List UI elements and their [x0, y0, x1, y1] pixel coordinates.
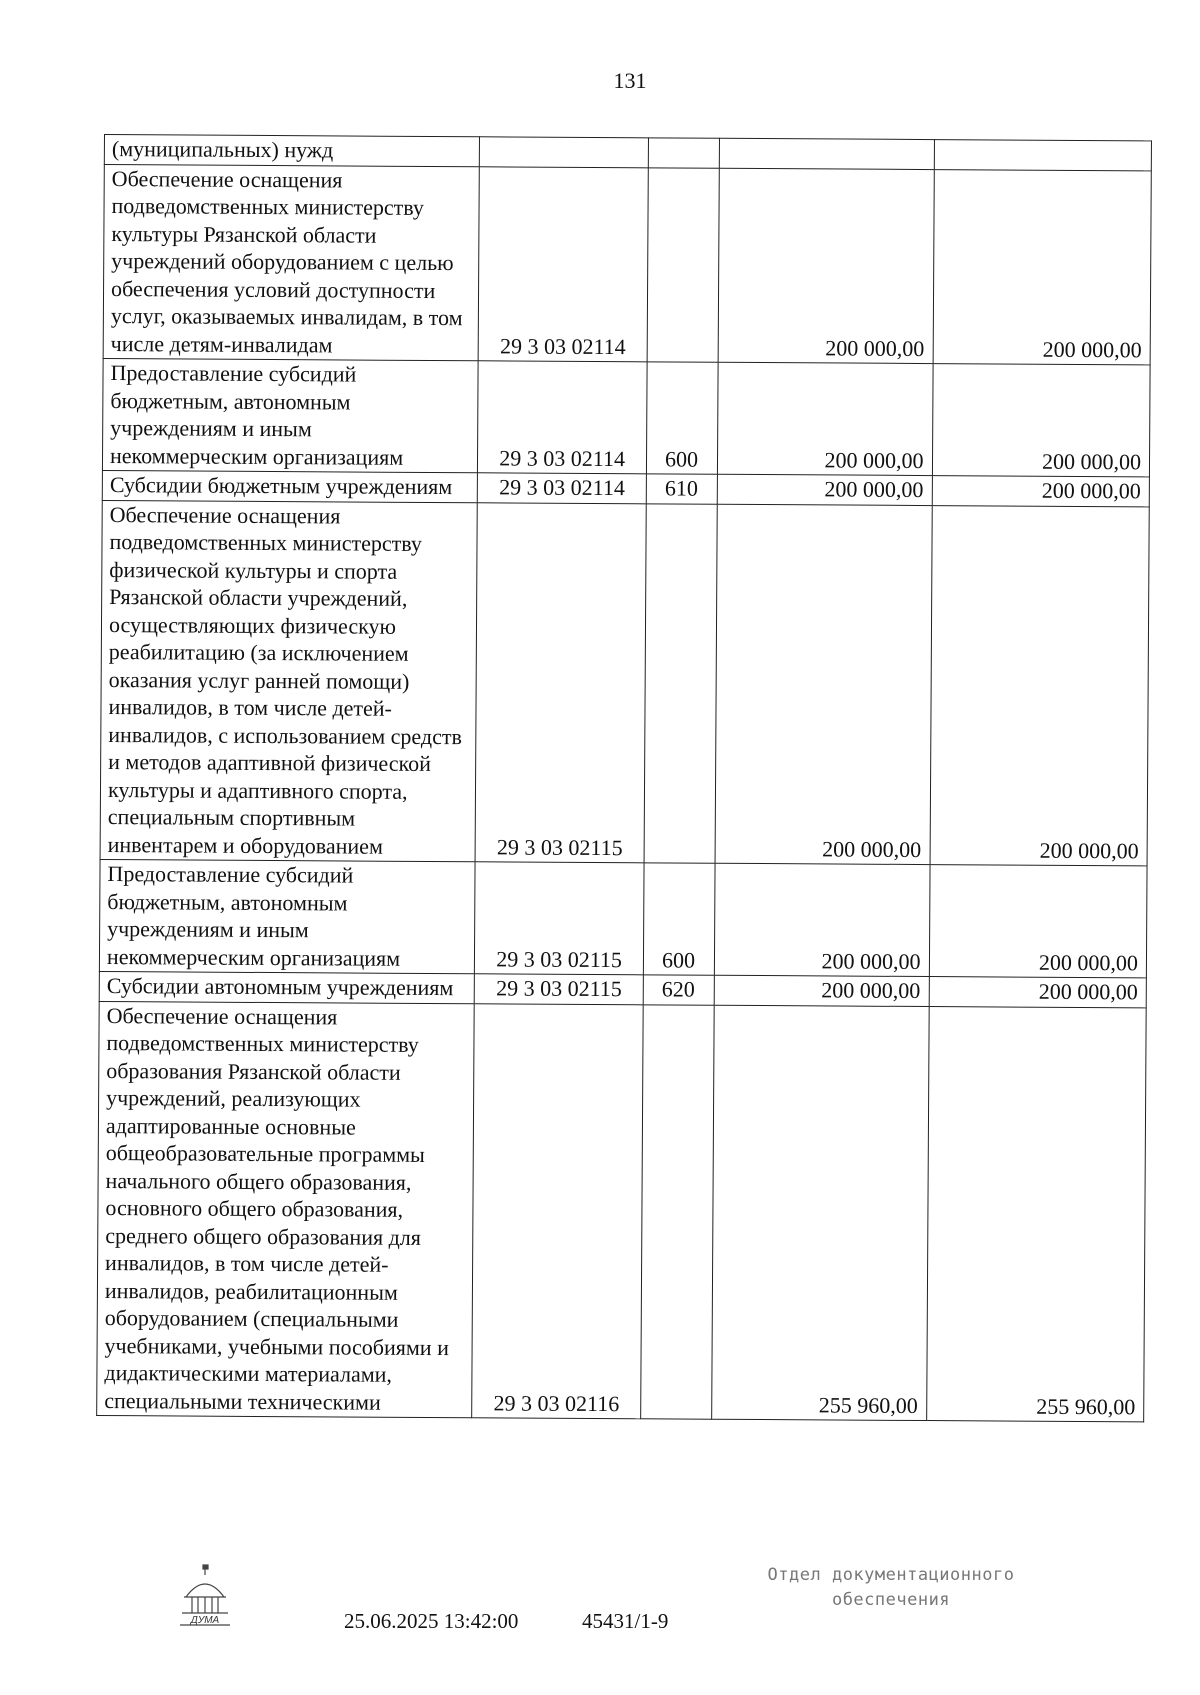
row-amount-2	[934, 140, 1152, 171]
row-code: 29 3 03 02115	[475, 502, 646, 863]
row-name: Предоставление субсидий бюджетным, автономным учреждениям и иным некоммерческим организациям	[102, 358, 478, 472]
stamp-line-1: Отдел документационного	[767, 1565, 1015, 1585]
row-code: 29 3 03 02115	[475, 862, 644, 975]
row-code: 29 3 03 02114	[478, 473, 647, 504]
table-row	[97, 1001, 1147, 1422]
row-type: 600	[643, 863, 715, 975]
row-amount-2: 200 000,00	[932, 364, 1150, 477]
row-code	[480, 137, 649, 168]
row-name: (муниципальных) нужд	[104, 135, 479, 167]
row-name: Обеспечение оснащения подведомственных министерству культуры Рязанской области учреждений оборудованием с целью обеспечения условий доступности услуг, оказываемых инвалидам, в том числе детям-инвалидам	[103, 164, 479, 361]
logo-text: ДУМА	[190, 1615, 220, 1626]
row-amount-2: 255 960,00	[926, 1006, 1146, 1422]
row-name: Обеспечение оснащения подведомственных министерству физической культуры и спорта Рязанской области учреждений, осуществляющих физическую реабилитацию (за исключением оказания услуг ранней помощи) инвалидов, в том числе детей-инвалидов, с использованием средств и методов адаптивной физической культуры и адаптивного спорта, специальным спортивным инвентарем и оборудованием	[100, 500, 478, 862]
row-amount-1: 200 000,00	[715, 863, 930, 976]
table-row	[102, 358, 1150, 476]
row-type	[644, 503, 718, 863]
row-code: 29 3 03 02115	[475, 974, 644, 1005]
row-type	[641, 1004, 715, 1419]
row-code: 29 3 03 02114	[478, 166, 648, 362]
row-amount-1: 200 000,00	[718, 362, 933, 475]
table-row	[100, 500, 1149, 866]
row-type: 620	[643, 975, 715, 1005]
row-code: 29 3 03 02114	[478, 361, 647, 474]
row-amount-1: 200 000,00	[719, 168, 934, 364]
row-amount-2: 200 000,00	[929, 977, 1147, 1008]
row-name: Субсидии автономным учреждениям	[99, 971, 474, 1003]
row-name: Предоставление субсидий бюджетным, автономным учреждениям и иным некоммерческим организациям	[99, 859, 475, 973]
row-amount-2: 200 000,00	[933, 169, 1152, 365]
row-name: Субсидии бюджетным учреждениям	[102, 470, 477, 502]
row-amount-1	[720, 138, 934, 169]
row-type: 600	[646, 362, 718, 474]
row-amount-1: 200 000,00	[718, 474, 932, 505]
table-row	[99, 859, 1147, 977]
footer-doc-number: 45431/1-9	[582, 1609, 669, 1633]
row-type: 610	[646, 474, 718, 504]
row-name: Обеспечение оснащения подведомственных министерству образования Рязанской области учреждений, реализующих адаптированные основные общеобразовательные программы начального общего образования, основного общего образования, среднего общего образования для инвалидов, в том числе детей-инвалидов, реабилитационным оборудованием (специальными учебниками, учебными пособиями и дидактическими материалами, специальными техническими	[97, 1001, 475, 1418]
row-amount-1: 200 000,00	[715, 504, 931, 865]
stamp-line-2: обеспечения	[831, 1590, 951, 1610]
row-type	[648, 138, 720, 168]
row-amount-2: 200 000,00	[930, 505, 1150, 866]
department-stamp	[726, 1563, 1056, 1613]
budget-table	[96, 134, 1152, 1422]
row-type	[647, 167, 720, 362]
row-code: 29 3 03 02116	[472, 1003, 643, 1419]
row-amount-1: 255 960,00	[712, 1005, 929, 1421]
footer-date: 25.06.2025 13:42:00	[344, 1609, 519, 1633]
row-amount-2: 200 000,00	[932, 476, 1150, 507]
page-number: 131	[613, 68, 647, 93]
row-amount-2: 200 000,00	[929, 865, 1147, 978]
row-amount-1: 200 000,00	[715, 975, 929, 1006]
duma-logo	[176, 1563, 234, 1629]
table-row	[103, 164, 1151, 365]
